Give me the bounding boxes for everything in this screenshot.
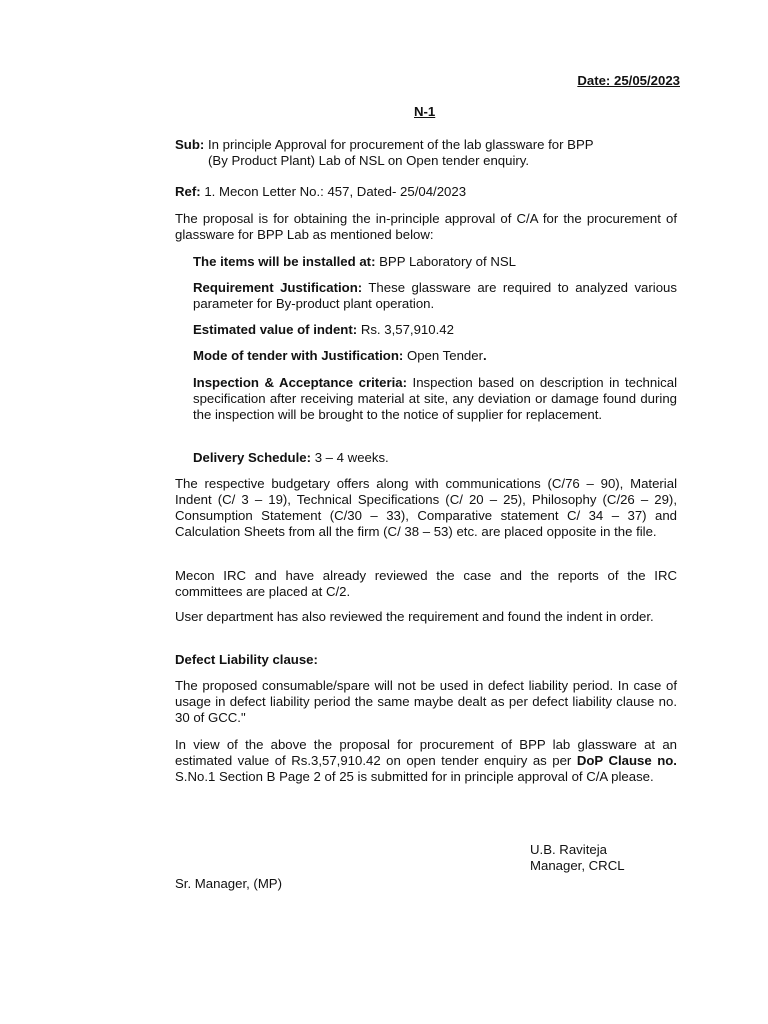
item-label: Delivery Schedule: xyxy=(193,450,312,465)
note-number: N-1 xyxy=(414,104,436,119)
item-text: Inspection based on description in technical specification after receiving material at site, any deviation or damage found during the inspection will be brought to the notice of supplier for replacement. xyxy=(193,375,677,422)
signature-block xyxy=(530,842,625,874)
addressee: Sr. Manager, (MP) xyxy=(175,876,282,891)
dop-clause: DoP Clause no. xyxy=(576,753,677,768)
intro-paragraph: The proposal is for obtaining the in-principle approval of C/A for the procurement of glassware for BPP Lab as mentioned below: xyxy=(175,211,677,242)
conclusion-paragraph xyxy=(175,737,677,785)
subject-line-2: (By Product Plant) Lab of NSL on Open tender enquiry. xyxy=(208,153,530,168)
item-text: Open Tender xyxy=(406,348,483,363)
user-department-paragraph: User department has also reviewed the requirement and found the indent in order. xyxy=(175,609,654,624)
conclusion-text-end: S.No.1 Section B Page 2 of 25 is submitted for in principle approval of C/A please. xyxy=(175,769,654,784)
reference-label: Ref: xyxy=(175,184,201,199)
irc-paragraph: Mecon IRC and have already reviewed the case and the reports of the IRC committees are placed at C/2. xyxy=(175,568,677,599)
item-text: BPP Laboratory of NSL xyxy=(379,254,516,269)
date: Date: 25/05/2023 xyxy=(577,73,680,88)
item-requirement-justification xyxy=(193,280,677,312)
subject-line-1: In principle Approval for procurement of the lab glassware for BPP xyxy=(207,137,594,152)
item-text: 3 – 4 weeks. xyxy=(314,450,389,465)
item-label: Estimated value of indent: xyxy=(193,322,358,337)
item-estimated-value xyxy=(193,322,677,338)
item-text: Rs. 3,57,910.42 xyxy=(360,322,454,337)
item-text: These glassware are required to analyzed various parameter for By-product plant operation. xyxy=(193,280,677,311)
budgetary-paragraph: The respective budgetary offers along with communications (C/76 – 90), Material Indent (C/ 3 – 19), Technical Specifications (C/ 20 – 25), Philosophy (C/26 – 29), Consumption Statement (C/30 – 33), Comparative statement C/ 34 – 37) and Calculation Sheets from all the firm (C/ 38 – 53) etc. are placed opposite in the file. xyxy=(175,476,677,539)
item-label: Inspection & Acceptance criteria: xyxy=(193,375,407,390)
item-delivery-schedule xyxy=(193,450,677,466)
signatory-name: U.B. Raviteja xyxy=(530,842,607,857)
item-label: Requirement Justification: xyxy=(193,280,363,295)
item-suffix: . xyxy=(482,348,487,363)
conclusion-text: In view of the above the proposal for procurement of BPP lab glassware at an estimated value of Rs.3,57,910.42 on open tender enquiry as per xyxy=(175,737,677,768)
reference-text: 1. Mecon Letter No.: 457, Dated- 25/04/2023 xyxy=(204,184,467,199)
signatory-designation: Manager, CRCL xyxy=(530,858,625,873)
item-tender-mode xyxy=(193,348,677,364)
item-install-location xyxy=(193,254,677,270)
item-label: The items will be installed at: xyxy=(193,254,376,269)
reference xyxy=(175,184,677,200)
item-label: Mode of tender with Justification: xyxy=(193,348,404,363)
defect-liability-heading: Defect Liability clause: xyxy=(175,652,318,667)
subject xyxy=(175,137,677,169)
item-inspection-criteria xyxy=(193,375,677,423)
defect-liability-paragraph: The proposed consumable/spare will not be used in defect liability period. In case of usage in defect liability period the same maybe dealt as per defect liability clause no. 30 of GCC." xyxy=(175,678,677,725)
subject-label: Sub: xyxy=(175,137,205,152)
